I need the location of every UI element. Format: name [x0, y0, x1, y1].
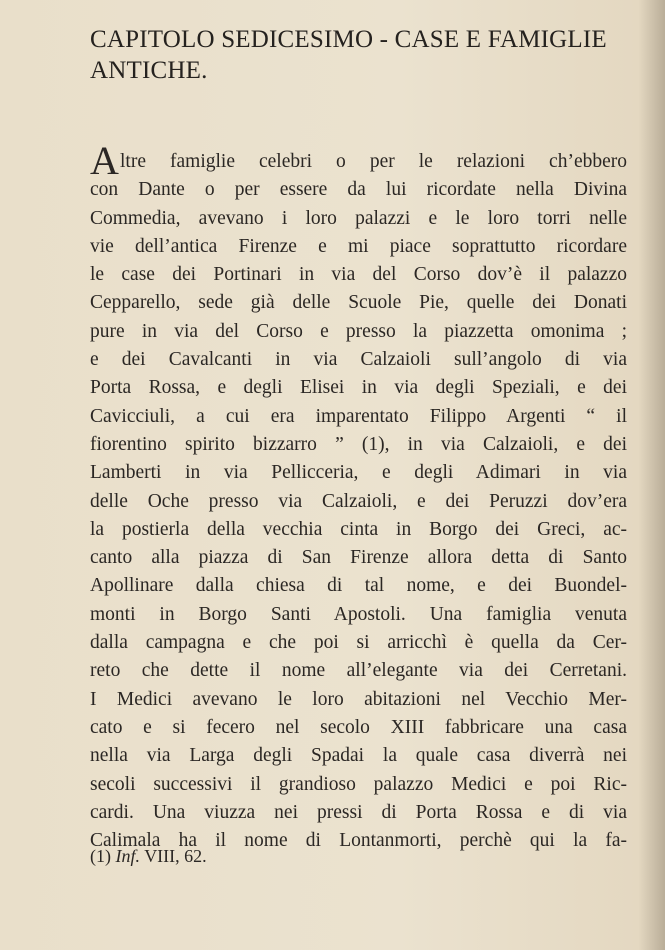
text-line: Cepparello, sede già delle Scuole Pie, quelle dei Donati — [90, 292, 627, 314]
chapter-title-line-2: ANTICHE. — [90, 57, 208, 84]
footnote-reference: Inf. — [115, 846, 140, 866]
text-line: pure in via del Corso e presso la piazzetta omonima ; — [90, 320, 627, 342]
text-line: Cavicciuli, a cui era imparentato Filippo Argenti “ il — [90, 405, 627, 427]
text-line-content: ltre famiglie celebri o per le relazioni ch’ebbero — [120, 151, 627, 172]
text-line: secoli successivi il grandioso palazzo Medici e poi Ric- — [90, 773, 627, 795]
text-line: e dei Cavalcanti in via Calzaioli sull’angolo di via — [90, 349, 627, 371]
text-line: reto che dette il nome all’elegante via dei Cerretani. — [90, 660, 627, 682]
text-line: Commedia, avevano i loro palazzi e le loro torri nelle — [90, 207, 627, 229]
text-line: I Medici avevano le loro abitazioni nel Vecchio Mer- — [90, 688, 627, 710]
text-line: cato e si fecero nel secolo XIII fabbricare una casa — [90, 716, 627, 738]
body-paragraph — [90, 138, 627, 855]
text-line: monti in Borgo Santi Apostoli. Una famiglia venuta — [90, 603, 627, 625]
footnote-marker: (1) — [90, 846, 111, 866]
text-line: con Dante o per essere da lui ricordate nella Divina — [90, 179, 627, 201]
text-line: delle Oche presso via Calzaioli, e dei Peruzzi dov’era — [90, 490, 627, 512]
text-line: la postierla della vecchia cinta in Borgo dei Greci, ac- — [90, 518, 627, 540]
footnote — [90, 846, 207, 867]
drop-cap: A — [90, 138, 119, 183]
text-line: vie dell’antica Firenze e mi piace soprattutto ricordare — [90, 235, 627, 257]
text-line — [90, 138, 627, 183]
chapter-title — [90, 24, 630, 86]
text-line: canto alla piazza di San Firenze allora detta di Santo — [90, 547, 627, 569]
text-line: fiorentino spirito bizzarro ” (1), in via Calzaioli, e dei — [90, 433, 627, 455]
text-line: nella via Larga degli Spadai la quale casa diverrà nei — [90, 745, 627, 767]
chapter-title-line-1: CAPITOLO SEDICESIMO - CASE E FAMIGLIE — [90, 26, 607, 53]
footnote-text: VIII, 62. — [144, 846, 207, 866]
text-line: Lamberti in via Pellicceria, e degli Adimari in via — [90, 462, 627, 484]
text-line: le case dei Portinari in via del Corso dov’è il palazzo — [90, 264, 627, 286]
text-line: cardi. Una viuzza nei pressi di Porta Rossa e di via — [90, 801, 627, 823]
text-line: dalla campagna e che poi si arricchì è quella da Cer- — [90, 632, 627, 654]
text-line: Porta Rossa, e degli Elisei in via degli Speziali, e dei — [90, 377, 627, 399]
text-line: Apollinare dalla chiesa di tal nome, e dei Buondel- — [90, 575, 627, 597]
text-line: Calimala ha il nome di Lontanmorti, perchè qui la fa- — [90, 830, 627, 852]
